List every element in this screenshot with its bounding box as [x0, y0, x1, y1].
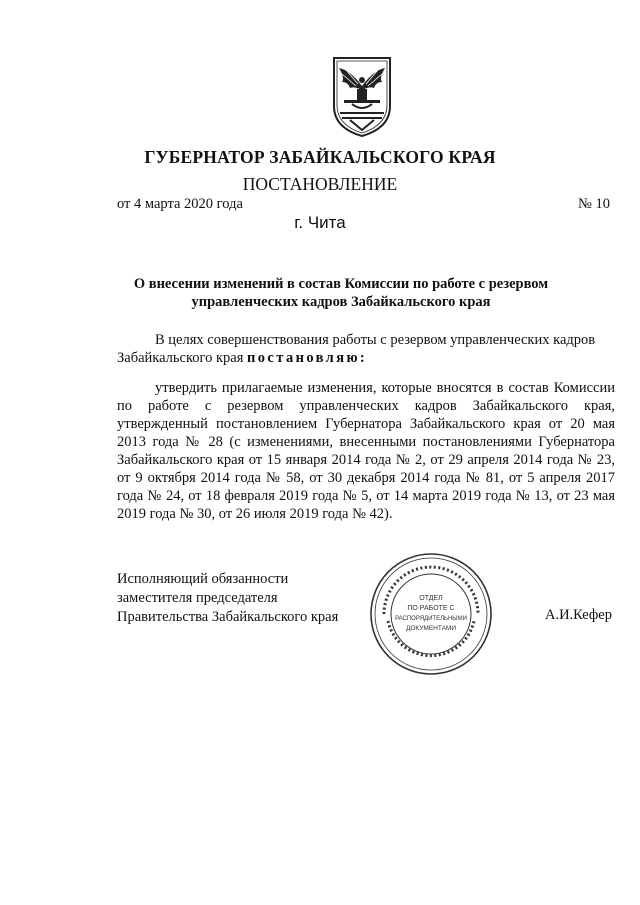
- signer-line-3: Правительства Забайкальского края: [117, 609, 339, 625]
- preamble-line-2: Забайкальского края: [117, 350, 244, 366]
- document-date: от 4 марта 2020 года: [117, 196, 243, 212]
- heading-line-1: О внесении изменений в состав Комиссии по работе с резервом: [133, 276, 549, 292]
- document-city: г. Чита: [294, 213, 346, 232]
- document-heading: [110, 275, 572, 311]
- signer-position: [117, 570, 338, 627]
- decree-paragraph: утвердить прилагаемые изменения, которые вносятся в состав Комиссии по работе с резервом управленческих кадров Забайкальского края, утвержденный постановлением Губернатора Забайкальского края от 20 мая 2013 года № 28 (с изменениями, внесенными постановлениями Губернатора Забайкальского края от 15 января 2014 года № 2, от 29 апреля 2014 года № 23, от 9 октября 2014 года № 58, от 30 декабря 2014 года № 81, от 5 апреля 2017 года № 24, от 18 февраля 2019 года № 5, от 14 марта 2019 года № 13, от 23 мая 2019 года № 30, от 26 июля 2019 года № 42).: [117, 380, 615, 522]
- signer-line-1: Исполняющий обязанности: [117, 571, 289, 587]
- signer-line-2: заместителя председателя: [117, 590, 278, 606]
- heading-line-2: управленческих кадров Забайкальского края: [191, 294, 491, 310]
- preamble-paragraph: [117, 331, 615, 367]
- document-type: ПОСТАНОВЛЕНИЕ: [242, 174, 398, 194]
- signer-name: А.И.Кефер: [544, 607, 612, 623]
- decree-word: постановляю:: [247, 350, 368, 366]
- preamble-line-1: В целях совершенствования работы с резервом управленческих кадров: [155, 332, 596, 348]
- document-number: № 10: [578, 196, 610, 212]
- coat-of-arms-emblem: [330, 56, 394, 138]
- stamp-line-3: РАСПОРЯДИТЕЛЬНЫМИ: [395, 616, 467, 622]
- stamp-line-4: ДОКУМЕНТАМИ: [405, 625, 457, 632]
- stamp-line-1: ОТДЕЛ: [419, 595, 443, 602]
- official-stamp: [368, 551, 494, 677]
- organization-title: ГУБЕРНАТОР ЗАБАЙКАЛЬСКОГО КРАЯ: [144, 147, 496, 167]
- stamp-line-2: ПО РАБОТЕ С: [407, 605, 455, 612]
